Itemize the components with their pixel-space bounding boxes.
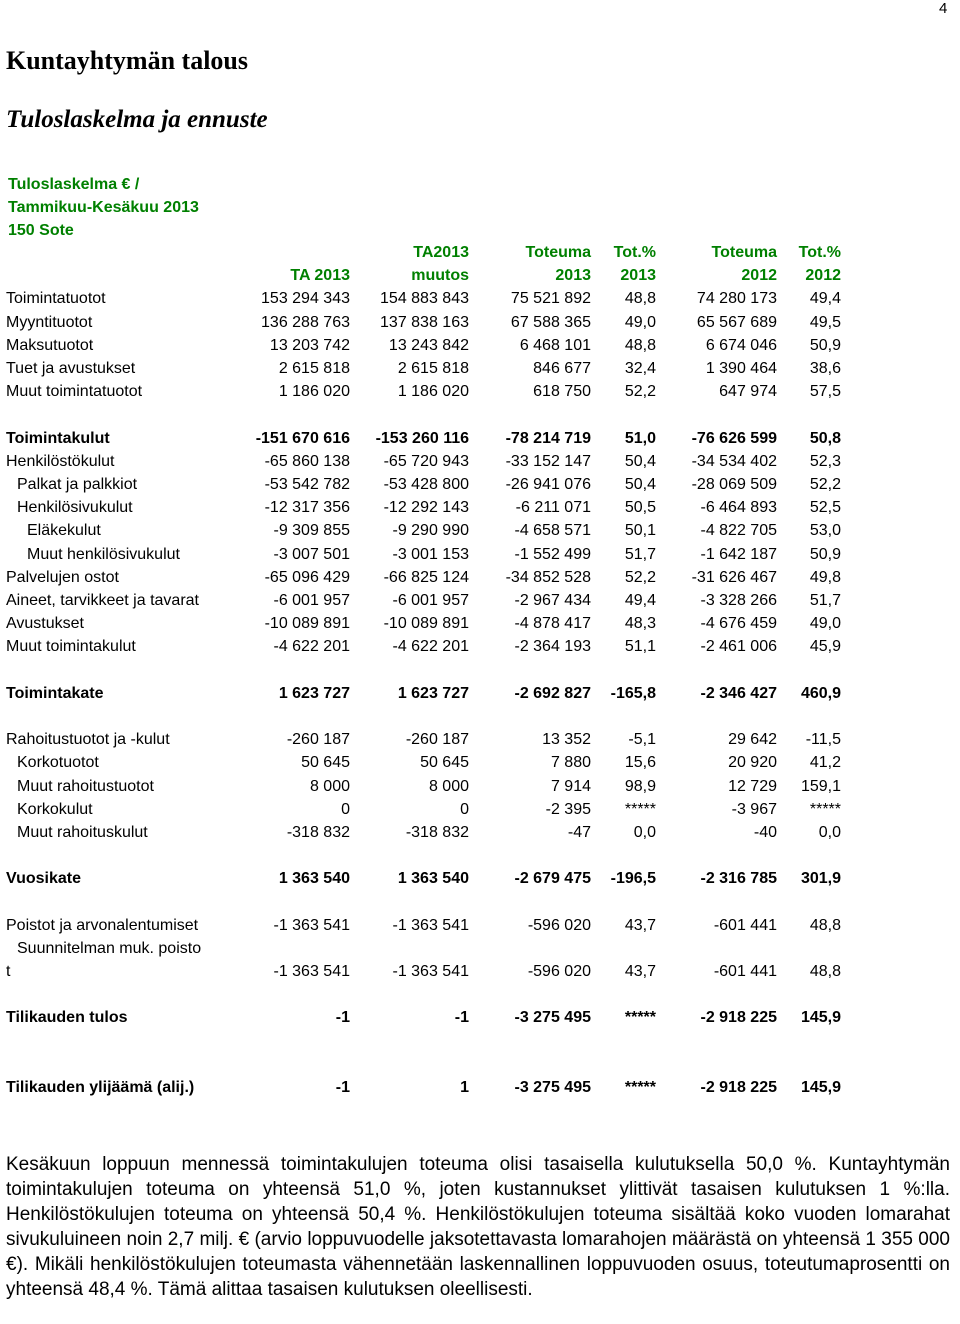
row-value: 6 468 101 [519, 336, 591, 354]
row-value: -11,5 [805, 731, 841, 749]
row-value: -2 364 193 [514, 638, 591, 656]
row-value: 2 615 818 [278, 360, 350, 378]
row-value: -1 [454, 1009, 469, 1027]
row-value: -2 679 475 [514, 870, 591, 888]
row-value: 51,7 [809, 592, 841, 610]
row-value: 50,9 [809, 545, 841, 563]
row-value: -1 363 541 [273, 916, 350, 934]
row-value: -260 187 [405, 731, 469, 749]
row-label: Toimintakate [6, 684, 104, 702]
row-value: -1 [335, 1009, 350, 1027]
table-title [8, 173, 199, 243]
table-row [6, 380, 841, 403]
row-value: -4 822 705 [700, 522, 777, 540]
row-value: 38,6 [809, 360, 841, 378]
row-value: -78 214 719 [505, 429, 591, 447]
row-value: 1 390 464 [705, 360, 777, 378]
row-value: 67 588 365 [510, 313, 591, 331]
row-value: -3 275 495 [514, 1009, 591, 1027]
row-value: -1 642 187 [700, 545, 777, 563]
row-value: -2 395 [545, 800, 591, 818]
row-value: 48,8 [624, 290, 656, 308]
row-label: Tuet ja avustukset [6, 360, 136, 378]
row-label: Avustukset [6, 615, 84, 633]
row-value: -4 622 201 [392, 638, 469, 656]
row-value: -2 918 225 [700, 1009, 777, 1027]
row-value: -28 069 509 [691, 476, 777, 494]
row-value: 49,8 [809, 568, 841, 586]
table-row [6, 798, 841, 821]
spacer-row [6, 844, 841, 867]
table-title-line: Tuloslaskelma € / [8, 176, 140, 193]
row-label: Palkat ja palkkiot [17, 476, 138, 494]
row-label: Eläkekulut [27, 522, 101, 540]
row-value: 50 645 [420, 754, 469, 772]
row-value: -4 676 459 [700, 615, 777, 633]
row-value: -12 292 143 [383, 499, 469, 517]
table-row [6, 473, 841, 496]
row-value: 51,1 [624, 638, 656, 656]
row-label: Aineet, tarvikkeet ja tavarat [6, 592, 199, 610]
row-value: 0 [460, 800, 469, 818]
table-row [6, 589, 841, 612]
row-value: 145,9 [800, 1078, 841, 1096]
table-title-line: Tammikuu-Kesäkuu 2013 [8, 199, 199, 217]
row-value: 98,9 [624, 777, 656, 795]
row-value: 57,5 [809, 383, 841, 401]
row-label: Muut toimintatuotot [6, 383, 143, 401]
table-row [6, 1076, 841, 1099]
income-statement-table [6, 241, 841, 1099]
header-cell: 2013 [555, 267, 591, 285]
row-value: 2 615 818 [397, 360, 469, 378]
row-value: 145,9 [800, 1009, 841, 1027]
row-value: -3 007 501 [273, 545, 350, 563]
row-value: 1 623 727 [397, 684, 469, 702]
header-cell: muutos [411, 267, 469, 285]
row-label: Tilikauden ylijäämä (alij.) [6, 1078, 195, 1096]
row-value: 50,4 [624, 452, 656, 470]
row-value: -5,1 [628, 731, 656, 749]
section-subheading: Tuloslaskelma ja ennuste [6, 106, 268, 133]
row-value: -601 441 [713, 916, 777, 934]
row-value: -12 317 356 [264, 499, 350, 517]
row-value: -2 967 434 [514, 592, 591, 610]
table-row [6, 937, 841, 983]
row-label: Muut rahoitustuotot [17, 777, 154, 795]
table-row [6, 914, 841, 937]
row-value: ***** [624, 800, 656, 818]
spacer-row [6, 891, 841, 914]
row-label: Korkokulut [17, 800, 93, 818]
table-row [6, 635, 841, 658]
row-label-line: t [6, 963, 11, 981]
row-value: -3 328 266 [700, 592, 777, 610]
page-number: 4 [939, 0, 948, 17]
commentary-paragraph: Kesäkuun loppuun mennessä toimintakulujen toteuma olisi tasaisella kulutuksella 50,0 %. Kuntayhtymän toimintakulujen toteuma on yhteensä 51,0 %, joten kustannukset ylittivät tasaisen kulutuksen 1 %:lla. Henkilöstökulujen toteuma on yhteensä 50,4 %. Henkilöstökulujen toteuma sisältää koko vuoden lomarahat sivukuluineen noin 2,7 milj. € (arvio loppuvuodelle jaksotettavasta lomarahojen määrästä on yhteensä 1 355 000 €). Mikäli henkilöstökulujen toteumasta vähennetään laskennallinen loppuvuoden osuus, toteutumaprosentti on yhteensä 48,4 %. Tämä alittaa tasaisen kulutuksen oleellisesti. [6, 1154, 950, 1300]
row-label: Poistot ja arvonalentumiset [6, 916, 199, 934]
row-label: Vuosikate [6, 870, 81, 888]
row-value: -4 622 201 [273, 638, 350, 656]
row-value: -53 428 800 [383, 476, 469, 494]
row-value: -596 020 [527, 916, 591, 934]
row-value: 1 [460, 1078, 469, 1096]
row-label: Henkilöstökulut [6, 452, 115, 470]
table-row [6, 728, 841, 751]
row-label: Rahoitustuotot ja -kulut [6, 731, 170, 749]
table-row [6, 357, 841, 380]
row-value: -6 464 893 [700, 499, 777, 517]
row-value: -4 658 571 [514, 522, 591, 540]
row-value: -596 020 [527, 962, 591, 980]
row-value: -53 542 782 [264, 476, 350, 494]
row-value: 48,8 [809, 962, 841, 980]
table-row [6, 1006, 841, 1029]
row-value: 51,0 [624, 429, 656, 447]
row-value: 49,5 [809, 313, 841, 331]
row-value: 29 642 [728, 731, 777, 749]
row-value: 1 363 540 [397, 870, 469, 888]
row-value: 43,7 [624, 962, 656, 980]
row-value: -65 860 138 [264, 452, 350, 470]
row-value: 49,4 [624, 592, 656, 610]
header-cell: 2012 [741, 267, 777, 285]
row-value: -9 309 855 [273, 522, 350, 540]
table-row [6, 450, 841, 473]
row-value: 13 203 742 [269, 336, 350, 354]
row-value: -4 878 417 [514, 615, 591, 633]
row-value: -34 852 528 [505, 568, 591, 586]
row-value: 41,2 [809, 754, 841, 772]
row-value: -65 096 429 [264, 568, 350, 586]
row-value: -10 089 891 [264, 615, 350, 633]
row-value: 50,1 [624, 522, 656, 540]
row-value: 52,2 [624, 568, 656, 586]
row-label: Myyntituotot [6, 313, 93, 331]
header-cell: Tot.% [798, 244, 841, 261]
row-label: Muut toimintakulut [6, 638, 136, 656]
table-row [6, 311, 841, 334]
row-value: 50,8 [809, 429, 841, 447]
row-value: -3 275 495 [514, 1078, 591, 1096]
row-label: Toimintatuotot [6, 290, 106, 308]
row-value: 50 645 [301, 754, 350, 772]
row-value: 7 914 [550, 777, 591, 795]
row-value: 6 674 046 [705, 336, 777, 354]
table-row [6, 751, 841, 774]
row-value: 32,4 [624, 360, 656, 378]
row-value: 50,5 [624, 499, 656, 517]
row-value: -65 720 943 [383, 452, 469, 470]
row-value: 153 294 343 [261, 290, 350, 308]
header-cell [6, 241, 232, 264]
spacer-row [6, 705, 841, 728]
table-row [6, 427, 841, 450]
row-value: -196,5 [610, 870, 656, 888]
row-value: -76 626 599 [691, 429, 777, 447]
table-row [6, 775, 841, 798]
table-row [6, 287, 841, 310]
row-value: 48,8 [624, 336, 656, 354]
row-value: 48,3 [624, 615, 656, 633]
row-label: Tilikauden tulos [6, 1009, 128, 1027]
header-cell [6, 264, 232, 287]
row-value: 65 567 689 [696, 313, 777, 331]
row-value: 51,7 [624, 545, 656, 563]
table-row [6, 867, 841, 890]
row-value: ***** [624, 1009, 656, 1027]
header-cell: Tot.% [613, 244, 656, 261]
row-value: -34 534 402 [691, 452, 777, 470]
row-value: 7 880 [550, 754, 591, 772]
row-value: -601 441 [713, 962, 777, 980]
row-value: -2 461 006 [700, 638, 777, 656]
header-cell: 2013 [620, 267, 656, 285]
row-value: -40 [753, 824, 777, 842]
table-row [6, 519, 841, 542]
row-value: 8 000 [428, 777, 469, 795]
row-value: 460,9 [800, 684, 841, 702]
row-value: -26 941 076 [505, 476, 591, 494]
row-label: Toimintakulut [6, 429, 110, 447]
row-value: -2 918 225 [700, 1078, 777, 1096]
table-row [6, 496, 841, 519]
row-value: -2 316 785 [700, 870, 777, 888]
row-value: 53,0 [809, 522, 841, 540]
row-value: 43,7 [624, 916, 656, 934]
row-value: -1 [335, 1078, 350, 1096]
spacer-row [6, 403, 841, 426]
row-value: -1 363 541 [392, 962, 469, 980]
row-value: 8 000 [309, 777, 350, 795]
table-row [6, 821, 841, 844]
table-row [6, 682, 841, 705]
row-value: 1 363 540 [278, 870, 350, 888]
header-cell: Toteuma [525, 244, 591, 261]
row-value: -2 692 827 [514, 684, 591, 702]
header-cell: TA2013 [413, 244, 469, 261]
row-value: 52,2 [809, 476, 841, 494]
row-value: -318 832 [286, 824, 350, 842]
row-value: 618 750 [533, 383, 591, 401]
row-value: -6 001 957 [273, 592, 350, 610]
row-label [6, 937, 232, 983]
row-value: -3 001 153 [392, 545, 469, 563]
row-value: 15,6 [624, 754, 656, 772]
row-value: 49,0 [809, 615, 841, 633]
table-row [6, 543, 841, 566]
row-value: -165,8 [610, 684, 656, 702]
header-cell [232, 241, 350, 264]
row-value: -31 626 467 [691, 568, 777, 586]
table-row [6, 612, 841, 635]
row-value: -6 211 071 [515, 499, 591, 517]
row-value: -1 363 541 [392, 916, 469, 934]
spacer-row [6, 1029, 841, 1052]
spacer-row [6, 659, 841, 682]
table-row [6, 334, 841, 357]
row-value: 50,4 [624, 476, 656, 494]
row-label: Korkotuotot [17, 754, 99, 772]
row-label: Palvelujen ostot [6, 568, 119, 586]
row-value: 137 838 163 [380, 313, 469, 331]
row-value: -260 187 [286, 731, 350, 749]
row-label: Maksutuotot [6, 336, 94, 354]
row-value: 45,9 [809, 638, 841, 656]
row-value: 20 920 [728, 754, 777, 772]
row-label: Henkilösivukulut [17, 499, 133, 517]
row-value: -9 290 990 [392, 522, 469, 540]
spacer-row [6, 983, 841, 1006]
row-value: ***** [809, 800, 841, 818]
row-value: -66 825 124 [383, 568, 469, 586]
row-value: 52,5 [809, 499, 841, 517]
row-value: 154 883 843 [380, 290, 469, 308]
row-label: Muut rahoituskulut [17, 824, 148, 842]
row-value: -33 152 147 [505, 452, 591, 470]
row-value: 136 288 763 [261, 313, 350, 331]
header-cell: Toteuma [711, 244, 777, 261]
row-label-line: Suunnitelman muk. poisto [17, 940, 202, 958]
row-value: ***** [624, 1078, 656, 1096]
row-value: 301,9 [800, 870, 841, 888]
section-heading: Kuntayhtymän talous [6, 46, 248, 75]
spacer-row [6, 1053, 841, 1076]
row-value: 74 280 173 [696, 290, 777, 308]
row-value: 13 352 [542, 731, 591, 749]
row-value: -6 001 957 [392, 592, 469, 610]
header-cell: 2012 [805, 267, 841, 285]
row-value: -2 346 427 [700, 684, 777, 702]
row-value: -151 670 616 [255, 429, 350, 447]
row-value: 0 [341, 800, 350, 818]
row-label: Muut henkilösivukulut [27, 545, 180, 563]
table-row [6, 566, 841, 589]
row-value: 1 623 727 [278, 684, 350, 702]
row-value: 12 729 [728, 777, 777, 795]
row-value: 846 677 [533, 360, 591, 378]
row-value: -47 [567, 824, 591, 842]
row-value: 49,0 [624, 313, 656, 331]
row-value: 48,8 [809, 916, 841, 934]
row-value: 1 186 020 [397, 383, 469, 401]
row-value: -10 089 891 [383, 615, 469, 633]
row-value: -153 260 116 [375, 429, 469, 447]
header-row-1 [6, 241, 841, 264]
row-value: 1 186 020 [278, 383, 350, 401]
row-value: 13 243 842 [388, 336, 469, 354]
row-value: 159,1 [800, 777, 841, 795]
row-value: -3 967 [731, 800, 777, 818]
table-title-line: 150 Sote [8, 222, 74, 240]
header-row-2 [6, 264, 841, 287]
row-value: 75 521 892 [510, 290, 591, 308]
row-value: 52,2 [624, 383, 656, 401]
header-cell: TA 2013 [290, 267, 350, 285]
row-value: 0,0 [633, 824, 656, 842]
row-value: 49,4 [809, 290, 841, 308]
row-value: 0,0 [818, 824, 841, 842]
row-value: -318 832 [405, 824, 469, 842]
row-value: -1 363 541 [273, 962, 350, 980]
row-value: -1 552 499 [514, 545, 591, 563]
row-value: 50,9 [809, 336, 841, 354]
row-value: 647 974 [719, 383, 777, 401]
row-value: 52,3 [809, 452, 841, 470]
